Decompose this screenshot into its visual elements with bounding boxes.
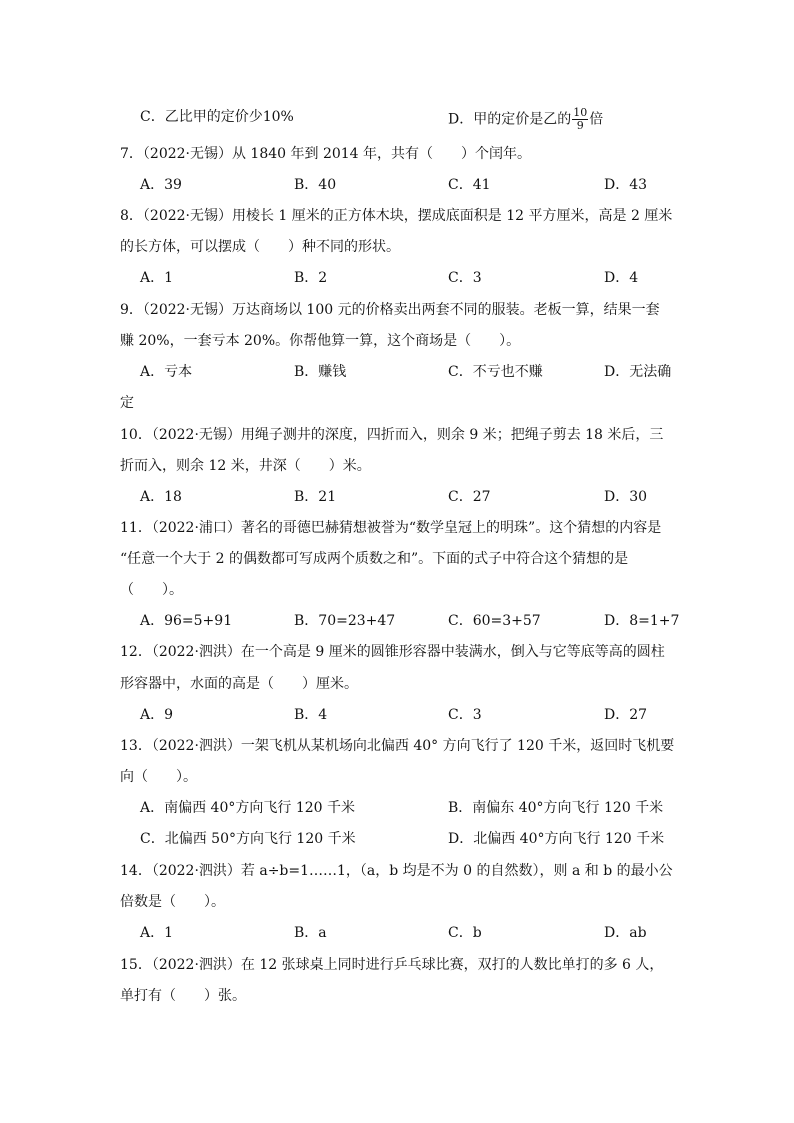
q9-option-d-wrap: 定 [120, 395, 134, 411]
q14-stem-line2: 倍数是（ ）。 [120, 894, 225, 910]
q12-option-d: D．27 [604, 707, 648, 723]
q14-option-c: C．b [448, 925, 482, 941]
q6-option-c: C．乙比甲的定价少10% [140, 109, 294, 125]
q11-option-b: B．70=23+47 [294, 613, 396, 629]
q8-option-d: D．4 [604, 270, 639, 286]
q8-option-b: B．2 [294, 270, 328, 286]
q10-option-b: B．21 [294, 489, 337, 505]
q10-stem-line1: 10．（2022·无锡）用绳子测井的深度，四折而入，则余 9 米；把绳子剪去 18 米后，三 [120, 427, 664, 443]
q6-option-d [448, 107, 603, 132]
q11-option-a: A．96=5+91 [140, 613, 233, 629]
q8-option-c: C．3 [448, 270, 482, 286]
q9-option-a: A．亏本 [140, 364, 193, 380]
q13-stem-line1: 13．（2022·泗洪）一架飞机从某机场向北偏西 40° 方向飞行了 120 千米，返回时飞机要 [120, 738, 675, 754]
q14-option-a: A．1 [140, 925, 174, 941]
q6-option-d-suffix: 倍 [589, 111, 604, 128]
q12-stem-line1: 12．（2022·泗洪）在一个高是 9 厘米的圆锥形容器中装满水，倒入与它等底等高的圆柱 [120, 644, 665, 660]
q9-option-b: B．赚钱 [294, 364, 347, 380]
q7-stem: 7．（2022·无锡）从 1840 年到 2014 年，共有（ ）个闰年。 [120, 146, 532, 162]
q11-stem-line2: “任意一个大于 2 的偶数都可写成两个质数之和”。下面的式子中符合这个猜想的是 [120, 551, 629, 567]
q7-option-a: A．39 [140, 177, 182, 193]
q13-option-b: B．南偏东 40°方向飞行 120 千米 [448, 800, 664, 816]
q14-option-b: B．a [294, 925, 327, 941]
q6-option-d-prefix: D．甲的定价是乙的 [448, 111, 572, 128]
fraction-numerator: 10 [573, 106, 588, 119]
q15-stem-line2: 单打有（ ）张。 [120, 988, 246, 1004]
q10-option-d: D．30 [604, 489, 648, 505]
q7-option-c: C．41 [448, 177, 491, 193]
q9-option-d: D．无法确 [604, 364, 672, 380]
q12-option-c: C．3 [448, 707, 482, 723]
q8-option-a: A．1 [140, 270, 174, 286]
q12-option-a: A．9 [140, 707, 174, 723]
q13-option-c: C．北偏西 50°方向飞行 120 千米 [140, 831, 356, 847]
q14-option-d: D．ab [604, 925, 647, 941]
q11-option-c: C．60=3+57 [448, 613, 541, 629]
q11-stem-line3: （ ）。 [120, 582, 183, 598]
q7-option-d: D．43 [604, 177, 648, 193]
q8-stem-line2: 的长方体，可以摆成（ ）种不同的形状。 [120, 239, 400, 255]
q11-stem-line1: 11．（2022·浦口）著名的哥德巴赫猜想被誉为“数学皇冠上的明珠”。这个猜想的内容是 [120, 520, 662, 536]
q9-option-c: C．不亏也不赚 [448, 364, 543, 380]
q13-option-a: A．南偏西 40°方向飞行 120 千米 [140, 800, 355, 816]
q12-option-b: B．4 [294, 707, 328, 723]
q13-stem-line2: 向（ ）。 [120, 769, 197, 785]
q15-stem-line1: 15．（2022·泗洪）在 12 张球桌上同时进行乒乓球比赛，双打的人数比单打的多 6 人， [120, 957, 664, 973]
q10-option-a: A．18 [140, 489, 182, 505]
fraction-denominator: 9 [576, 119, 584, 132]
fraction [572, 107, 588, 132]
q12-stem-line2: 形容器中，水面的高是（ ）厘米。 [120, 676, 358, 692]
q13-option-d: D．北偏西 40°方向飞行 120 千米 [448, 831, 665, 847]
q10-option-c: C．27 [448, 489, 491, 505]
q14-stem-line1: 14．（2022·泗洪）若 a÷b=1……1，（a，b 均是不为 0 的自然数），则 a 和 b 的最小公 [120, 863, 673, 879]
q11-option-d: D．8=1+7 [604, 613, 680, 629]
q8-stem-line1: 8．（2022·无锡）用棱长 1 厘米的正方体木块，摆成底面积是 12 平方厘米，高是 2 厘米 [120, 208, 673, 224]
q9-stem-line2: 赚 20%，一套亏本 20%。你帮他算一算，这个商场是（ ）。 [120, 333, 521, 349]
q7-option-b: B．40 [294, 177, 337, 193]
q10-stem-line2: 折而入，则余 12 米，井深（ ）米。 [120, 458, 371, 474]
q9-stem-line1: 9．（2022·无锡）万达商场以 100 元的价格卖出两套不同的服装。老板一算，结果一套 [120, 302, 660, 318]
